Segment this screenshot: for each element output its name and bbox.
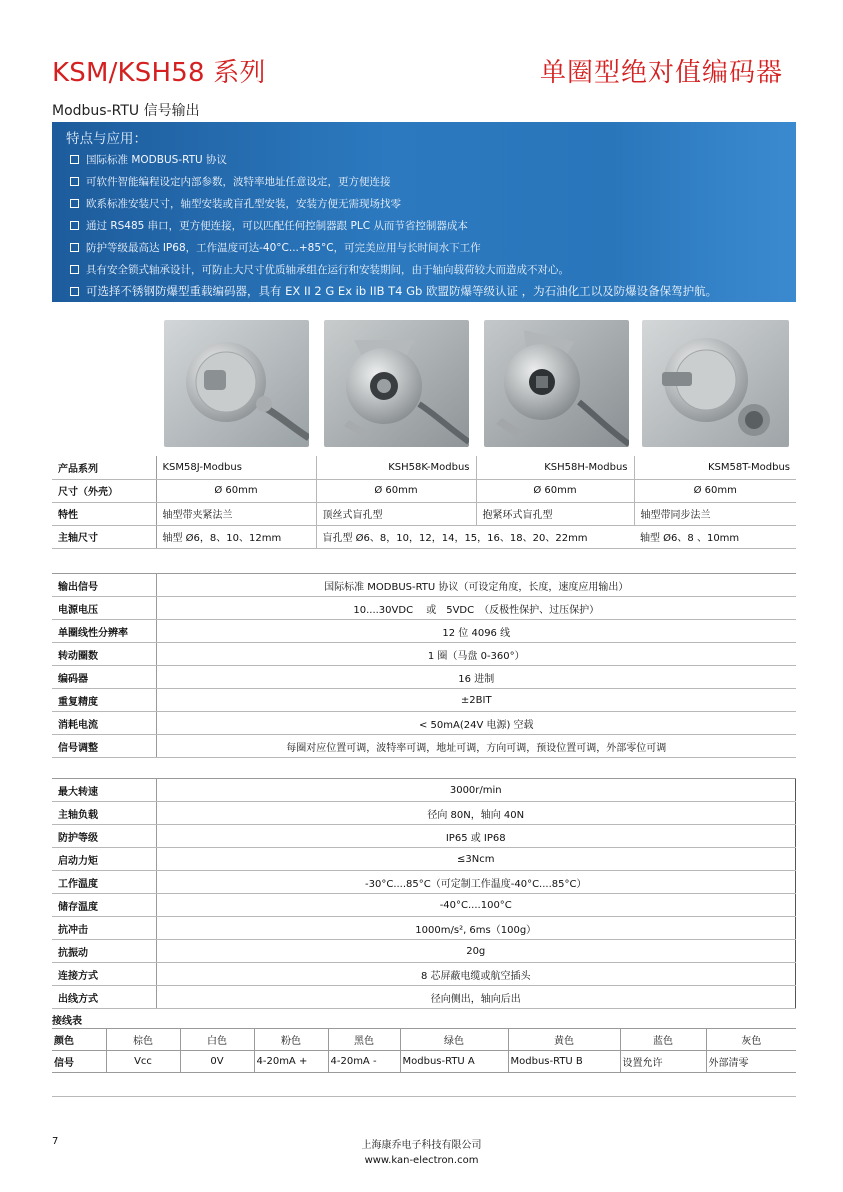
ksm58j-photo <box>164 320 309 447</box>
table-row <box>52 620 796 643</box>
table-row <box>52 1029 796 1051</box>
row-label: 尺寸（外壳） <box>52 479 156 502</box>
company-name: 上海康乔电子科技有限公司 <box>361 1140 482 1151</box>
row-label: 防护等级 <box>52 825 156 848</box>
table-cell: 轴型 Ø6、8 、10mm <box>634 525 796 548</box>
table-row <box>52 871 796 894</box>
wire-signal: 4-20mA - <box>328 1051 400 1073</box>
connector-encoder-icon <box>642 320 789 447</box>
row-value: 1000m/s², 6ms（100g） <box>156 917 796 940</box>
row-value: -30°C....85°C（可定制工作温度-40°C....85°C） <box>156 871 796 894</box>
row-value: ±2BIT <box>156 689 796 712</box>
row-label: 电源电压 <box>52 597 156 620</box>
blind-hole-encoder-icon <box>324 320 469 447</box>
row-value: -40°C....100°C <box>156 894 796 917</box>
wire-signal: 外部清零 <box>706 1051 796 1073</box>
table-row <box>52 712 796 735</box>
row-label: 储存温度 <box>52 894 156 917</box>
checkbox-square-icon <box>70 265 79 274</box>
row-label: 产品系列 <box>52 456 156 479</box>
table-row <box>52 574 796 597</box>
table-cell: KSH58H-Modbus <box>476 456 634 479</box>
checkbox-square-icon <box>70 199 79 208</box>
table-cell: 轴型带夹紧法兰 <box>156 502 316 525</box>
row-value: < 50mA(24V 电源) 空载 <box>156 712 796 735</box>
table-cell: 轴型带同步法兰 <box>634 502 796 525</box>
row-label: 出线方式 <box>52 986 156 1009</box>
row-label: 信号 <box>52 1051 106 1073</box>
table-row <box>52 779 796 802</box>
table-row <box>52 666 796 689</box>
wire-color: 粉色 <box>254 1029 328 1051</box>
table-cell: KSM58J-Modbus <box>156 456 316 479</box>
checkbox-square-icon <box>70 155 79 164</box>
table-row <box>52 894 796 917</box>
row-value: IP65 或 IP68 <box>156 825 796 848</box>
wire-signal: 0V <box>180 1051 254 1073</box>
wire-color: 白色 <box>180 1029 254 1051</box>
feature-item: 可软件智能编程设定内部参数，波特率地址任意设定，更方便连接 <box>70 174 391 189</box>
table-cell: Ø 60mm <box>316 479 476 502</box>
table-cell: Ø 60mm <box>634 479 796 502</box>
checkbox-square-icon <box>70 287 79 296</box>
row-value: 20g <box>156 940 796 963</box>
table-row <box>52 940 796 963</box>
electrical-spec-table <box>52 573 796 758</box>
wire-signal: Modbus-RTU B <box>508 1051 620 1073</box>
row-value: 1 圈（马盘 0-360°） <box>156 643 796 666</box>
row-label: 消耗电流 <box>52 712 156 735</box>
wire-color: 蓝色 <box>620 1029 706 1051</box>
table-row <box>52 848 796 871</box>
wire-signal: Vcc <box>106 1051 180 1073</box>
row-value: 径向 80N，轴向 40N <box>156 802 796 825</box>
row-label: 抗振动 <box>52 940 156 963</box>
row-label: 输出信号 <box>52 574 156 597</box>
row-label: 连接方式 <box>52 963 156 986</box>
ksh58h-photo <box>484 320 629 447</box>
wiring-table <box>52 1028 796 1073</box>
row-label: 主轴负载 <box>52 802 156 825</box>
row-label: 转动圈数 <box>52 643 156 666</box>
feature-item: 国际标准 MODBUS-RTU 协议 <box>70 152 227 167</box>
row-label: 抗冲击 <box>52 917 156 940</box>
row-value: 径向侧出，轴向后出 <box>156 986 796 1009</box>
table-row <box>52 825 796 848</box>
table-row <box>52 502 796 525</box>
checkbox-square-icon <box>70 221 79 230</box>
table-cell: 抱紧环式盲孔型 <box>476 502 634 525</box>
row-label: 信号调整 <box>52 735 156 758</box>
feature-item: 通过 RS485 串口，更方便连接，可以匹配任何控制器跟 PLC 从而节省控制器成本 <box>70 218 468 233</box>
wire-signal: Modbus-RTU A <box>400 1051 508 1073</box>
row-value: ≤3Ncm <box>156 848 796 871</box>
row-label: 重复精度 <box>52 689 156 712</box>
feature-item: 防护等级最高达 IP68，工作温度可达-40°C...+85°C，可完美应用与长时间水下工作 <box>70 240 481 255</box>
table-cell: KSH58K-Modbus <box>316 456 476 479</box>
row-label: 最大转速 <box>52 779 156 802</box>
feature-item: 欧系标准安装尺寸，轴型安装或盲孔型安装，安装方便无需现场找零 <box>70 196 401 211</box>
row-value: 国际标准 MODBUS-RTU 协议（可设定角度，长度，速度应用输出） <box>156 574 796 597</box>
series-title: KSM/KSH58 系列 <box>52 58 266 88</box>
row-label: 主轴尺寸 <box>52 525 156 548</box>
website-link[interactable]: www.kan-electron.com <box>364 1155 479 1166</box>
page-number: 7 <box>52 1136 59 1147</box>
checkbox-square-icon <box>70 177 79 186</box>
table-row <box>52 802 796 825</box>
footer-divider <box>52 1096 796 1097</box>
wire-color: 灰色 <box>706 1029 796 1051</box>
table-row <box>52 1051 796 1073</box>
wire-signal: 4-20mA + <box>254 1051 328 1073</box>
table-row <box>52 479 796 502</box>
hollow-encoder-icon <box>484 320 629 447</box>
mechanical-spec-table <box>52 778 796 1009</box>
wire-color: 绿色 <box>400 1029 508 1051</box>
table-row <box>52 735 796 758</box>
signal-output-subtitle: Modbus-RTU 信号输出 <box>52 103 200 119</box>
table-row <box>52 986 796 1009</box>
wiring-table-title: 接线表 <box>52 1016 82 1027</box>
row-value: 12 位 4096 线 <box>156 620 796 643</box>
row-label: 启动力矩 <box>52 848 156 871</box>
table-row <box>52 963 796 986</box>
table-cell: 顶丝式盲孔型 <box>316 502 476 525</box>
feature-item: 可选择不锈钢防爆型重载编码器，具有 EX II 2 G Ex ib IIB T4 Gb 欧盟防爆等级认证 ，为石油化工以及防爆设备保驾护航。 <box>70 283 717 299</box>
features-banner <box>52 122 796 302</box>
row-label: 工作温度 <box>52 871 156 894</box>
product-type-title: 单圈型绝对值编码器 <box>539 58 783 88</box>
table-cell: 盲孔型 Ø6、8，10，12，14，15，16、18、20、22mm <box>316 525 634 548</box>
wire-color: 黑色 <box>328 1029 400 1051</box>
row-label: 单圈线性分辨率 <box>52 620 156 643</box>
product-table <box>52 456 796 549</box>
table-cell: 轴型 Ø6，8、10、12mm <box>156 525 316 548</box>
checkbox-square-icon <box>70 243 79 252</box>
table-row <box>52 917 796 940</box>
table-row <box>52 643 796 666</box>
row-value: 8 芯屏蔽电缆或航空插头 <box>156 963 796 986</box>
table-row <box>52 689 796 712</box>
table-row <box>52 597 796 620</box>
ksh58k-photo <box>324 320 469 447</box>
features-heading: 特点与应用： <box>66 131 147 147</box>
table-cell: Ø 60mm <box>476 479 634 502</box>
table-row <box>52 525 796 548</box>
row-label: 颜色 <box>52 1029 106 1051</box>
row-value: 3000r/min <box>156 779 796 802</box>
row-label: 编码器 <box>52 666 156 689</box>
row-value: 10....30VDC 或 5VDC （反极性保护、过压保护） <box>156 597 796 620</box>
wire-color: 黄色 <box>508 1029 620 1051</box>
shaft-encoder-icon <box>164 320 309 447</box>
row-label: 特性 <box>52 502 156 525</box>
table-cell: Ø 60mm <box>156 479 316 502</box>
feature-item: 具有安全锁式轴承设计，可防止大尺寸优质轴承组在运行和安装期间，由于轴向载荷较大而造成不对心。 <box>70 262 569 277</box>
ksm58t-photo <box>642 320 789 447</box>
row-value: 每圈对应位置可调，波特率可调，地址可调，方向可调，预设位置可调，外部零位可调 <box>156 735 796 758</box>
wire-signal: 设置允许 <box>620 1051 706 1073</box>
row-value: 16 进制 <box>156 666 796 689</box>
wire-color: 棕色 <box>106 1029 180 1051</box>
table-row <box>52 456 796 479</box>
table-cell: KSM58T-Modbus <box>634 456 796 479</box>
